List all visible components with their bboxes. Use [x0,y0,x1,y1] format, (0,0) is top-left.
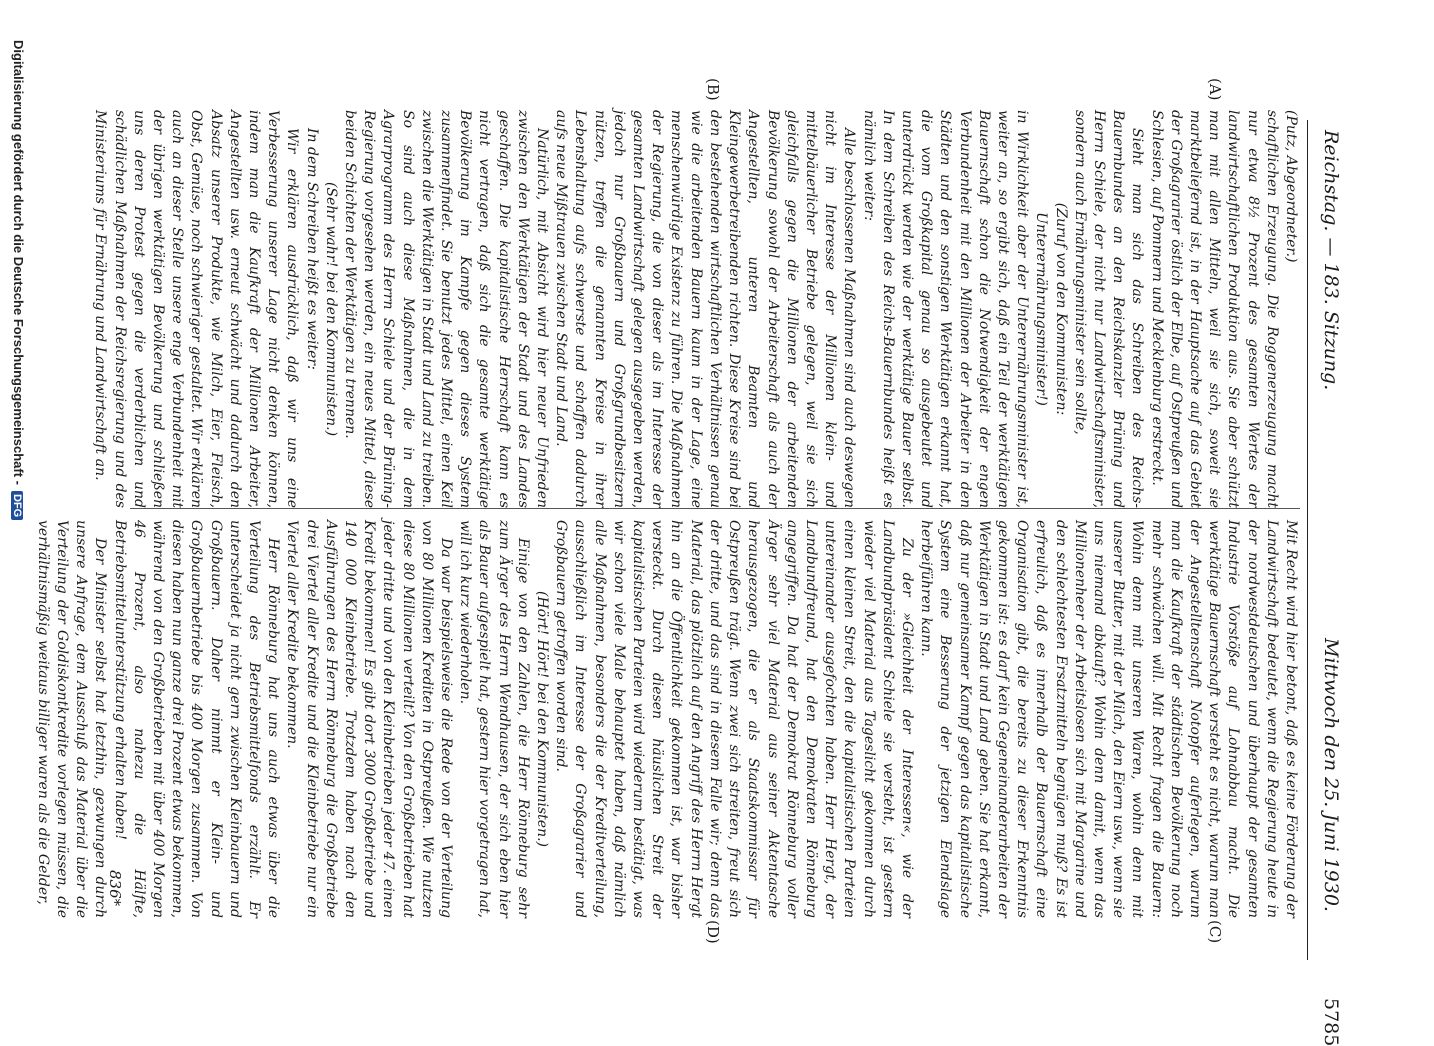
header-rule [1307,120,1308,960]
left-paragraph: (Putz, Abgeordneter.) [1283,110,1299,263]
margin-letter-d: (D) [704,920,722,944]
dfg-logo: DFG [11,491,23,520]
right-paragraph: Der Minister selbst hat letzthin, gezwungen durch unsere Anfrage, dem Ausschuß das Material über die Verteilung der Goldiskontkredite vorlegen müssen, die verhältnismäßig weitaus billiger waren als die Gelder, [34,520,109,918]
header-date: Mittwoch den 25. Juni 1930. [1320,638,1342,912]
left-paragraph: (Zuruf von den Kommunisten: Unterernährungsminister!) [1033,202,1069,416]
left-paragraph: schaftlichen Erzeugung. Die Roggenerzeugung macht nur etwa 8½ Prozent des gesamten Wertes der landwirtschaftlichen Produktion aus. Sie aber schützt man mit allen Mitteln, weil sie sich, soweit sie marktbeliefernd ist, in der Hauptsache auf das Gebiet der Großagrarier östlich der Elbe, auf Ostpreußen und Schlesien, auf Pommern und Mecklenburg erstreckt. [1148,110,1280,508]
left-paragraph: In dem Schreiben heißt es weiter: [303,128,320,370]
margin-letter-a: (A) [1206,78,1224,101]
right-paragraph: Einige von den Zahlen, die Herr Rönneburg sehr zum Ärger des Herrn Wendhausen, der sich eben hier als Bauer aufgespielt hat, gestern hier vorgetragen hat, will ich kurz wiederholen. [457,520,531,918]
left-paragraph: Alle beschlossenen Maßnahmen sind auch deswegen nicht im Interesse der Millionen klein- und mittelbäuerlicher Betriebe gelegen, weil sie sich gleichfalls gegen die Millionen der arbeitenden Bevölkerung sowohl der Arbeiterschaft als auch der Angestellten, unteren Beamten und Kleingewerbetreibenden richten. Diese Kreise sind bei den bestehenden wirtschaftlichen Verhältnissen genau wie die arbeitenden Bauern kaum in der Lage, eine menschenwürdige Existenz zu führen. Die Maßnahmen der Regierung, die von dieser als im Interesse der gesamten Landwirtschaft gelegen ausgegeben werden, jedoch nur Großbauern und Großgrundbesitzern nützen, treffen die genannten Kreise in ihrer Lebenshaltung aufs schwerste und schaffen dadurch aufs neue Mißtrauen zwischen Stadt und Land. [553,110,858,508]
column-divider [130,508,1300,509]
left-paragraph: Natürlich, mit Absicht wird hier neuer Unfrieden zwischen den Werktätigen der Stadt und des Landes geschaffen. Die kapitalistische Herrschaft kann es nicht vertragen, daß sich die gesamte werktätige Bevölkerung im Kampfe gegen dieses System zusammenfindet. Sie benutzt jedes Mittel, einen Keil zwischen die Werktätigen in Stadt und Land zu treiben. So sind auch diese Maßnahmen, die in dem Agrarprogramm des Herrn Schiele und der Brüning-Regierung vorgesehen werden, ein neues Mittel, diese beiden Schichten der Werktätigen zu trennen. [342,110,551,508]
right-paragraph: Mit Recht wird hier betont, daß es keine Förderung der Landwirtschaft bedeutet, wenn die Regierung heute in der nordwestdeutschen und überhaupt der gesamten Industrie Vorstöße auf Lohnabbau macht. Die werktätige Bauernschaft versteht es nicht, warum man der Angestelltenschaft Notopfer auferlegen, warum man die Kaufkraft der städtischen Bevölkerung noch mehr schwächen will. Mit Recht fragen die Bauern: Wohin denn mit unseren Waren, wohin denn mit unserer Butter, mit der Milch, den Eiern usw., wenn sie uns niemand abkauft? Wohin denn damit, wenn das Millionenheer der Arbeitslosen sich mit Margarine und den schlechtesten Ersatzmitteln begnügen muß? Es ist erfreulich, daß es innerhalb der Bauernschaft eine Organisation gibt, die bereits zu dieser Erkenntnis gekommen ist: es darf kein Gegeneinanderarbeiten der Werktätigen in Stadt und Land geben. Sie hat erkannt, daß nur gemeinsamer Kampf gegen das kapitalistische System eine Besserung der jetzigen Elendslage herbeiführen kann. [918,520,1299,918]
right-paragraph: Herr Rönneburg hat uns auch etwas über die Verteilung des Betriebsmittelfonds erzählt. Er unterscheidet ja nicht gern zwischen Kleinbauern und Großbauern. Daher nimmt er Klein- und Großbauernbetriebe bis 400 Morgen zusammen. Von diesen haben nun ganze drei Prozent etwas bekommen, während von den Großbetrieben mit über 400 Morgen 46 Prozent, also nahezu die Hälfte, Betriebsmittelunterstützung erhalten haben! [111,520,282,918]
page-header [1314,118,1434,1046]
header-page-number: 5785 [1320,998,1342,1046]
left-paragraph: Wir erklären ausdrücklich, daß wir uns eine Verbesserung unserer Lage nicht denken können, indem man die Kaufkraft der Millionen Arbeiter, Angestellten usw. erneut schwächt und dadurch den Absatz unserer Produkte, wie Milch, Eier, Fleisch, Obst, Gemüse, noch schwieriger gestaltet. Wir erklären auch an dieser Stelle unsere enge Verbundenheit mit der übrigen werktätigen Bevölkerung und schließen uns deren Protest gegen die verderblichen und schädlichen Maßnahmen der Reichsregierung und des Ministeriums für Ernährung und Landwirtschaft an. [92,110,301,508]
left-paragraph: (Sehr wahr! bei den Kommunisten.) [322,181,339,437]
left-paragraph: in Wirklichkeit aber der Unterernährungsminister ist, weiter an, so ergibt sich, daß ein Teil der werktätigen Bauernschaft schon die Notwendigkeit der engen Verbundenheit mit den Millionen der Arbeiter in den Städten und den sonstigen Werktätigen erkannt hat, die vom Großkapital genau so ausgebeutet und unterdrückt werden wie der werktätige Bauer selbst. In dem Schreiben des Reichs-Bauernbundes heißt es nämlich weiter: [860,110,1031,508]
margin-letter-c: (C) [1206,920,1224,944]
credit-text: Digitalisierung gefördert durch die Deutsche Forschungsgemeinschaft - [11,40,26,485]
right-paragraph: (Hört! Hört! bei den Kommunisten.) [534,590,551,847]
signature-number: 836* [106,870,124,907]
header-session: Reichstag. — 183. Sitzung. [1320,130,1342,391]
right-paragraph: Da war beispielsweise die Rede von der Verteilung von 80 Millionen Krediten in Ostpreußen. Wie nutzen diese 80 Millionen verteilt? Von den Großbetrieben hat jeder dritte und von den Kleinbetrieben jeder 47. einen Kredit bekommen! Es gibt dort 3000 Großbetriebe und 140 000 Kleinbetriebe. Trotzdem haben nach den Ausführungen des Herrn Rönneburg die Großbetriebe drei Viertel aller Kredite und die Kleinbetriebe nur ein Viertel aller Kredite bekommen. [284,520,455,918]
right-paragraph: Zu der »Gleichheit der Interessen«, wie der Landbundpräsident Schiele sie versteht, ist gestern wieder viel Material aus Tageslicht gekommen durch einen kleinen Streit, den die kapitalistischen Parteien untereinander ausgefochten haben. Herr Hergt, der Landbundfreund, hat den Demokraten Rönneburg angegriffen. Da hat der Demokrat Rönneburg voller Ärger sehr viel Material aus seiner Aktentasche herausgezogen, die er als Staatskommissar für Ostpreußen trägt. Wenn zwei sich streiten, freut sich der dritte, und das sind in diesem Falle wir; denn das Material, das plötzlich auf den Angriff des Herrn Hergt hin an die Öffentlichkeit gekommen ist, war bisher versteckt. Durch diesen häuslichen Streit der kapitalistischen Parteien wird wiederum bestätigt, was wir schon viele Male behauptet haben, daß nämlich alle Maßnahmen, besonders die der Kreditverteilung, ausschließlich im Interesse der Großagrarier und Großbauern getroffen worden sind. [553,520,915,918]
digitization-credit [2,40,26,1040]
left-paragraph: Sieht man sich das Schreiben des Reichs-Bauernbundes an den Reichskanzler Brüning und Herrn Schiele, der nicht nur Landwirtschaftsminister, sondern auch Ernährungsminister sein sollte, [1071,110,1146,508]
text-column-left [92,110,1300,508]
margin-letter-b: (B) [704,78,722,101]
